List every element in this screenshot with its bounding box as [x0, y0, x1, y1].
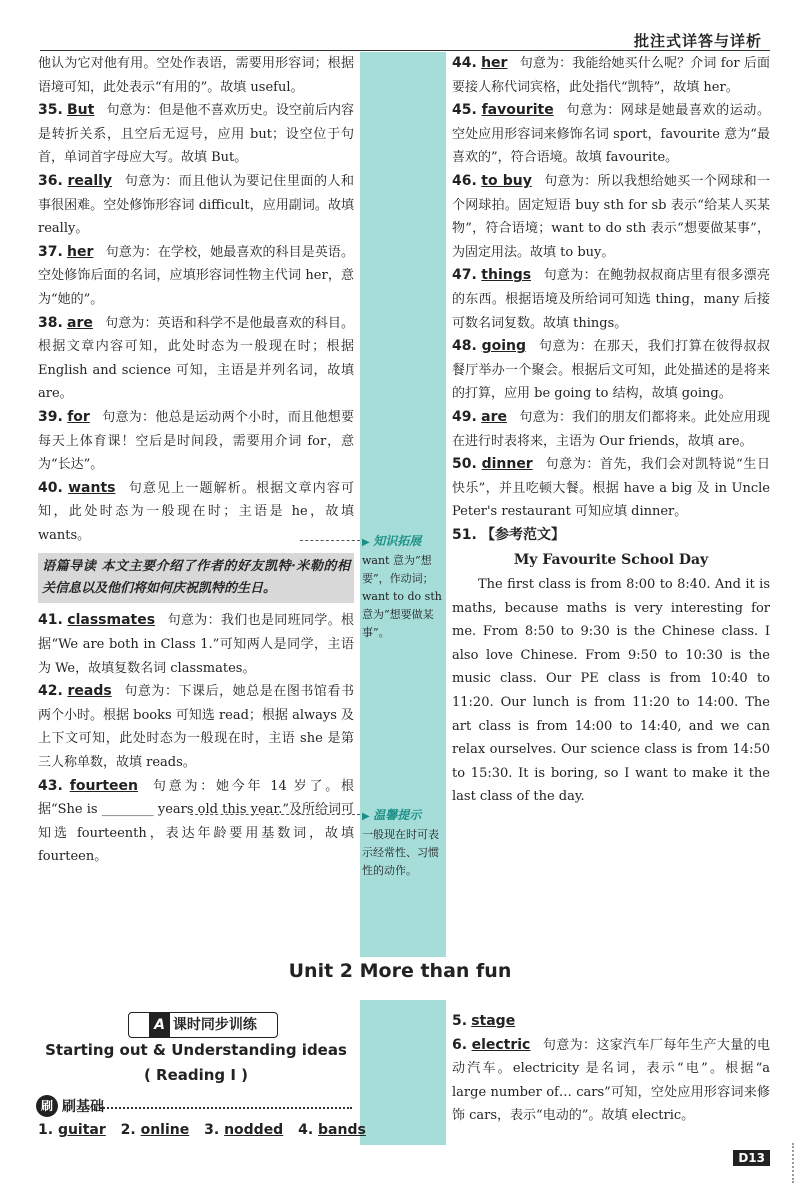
- answer-item-47: 47. things 句意为：在鲍勃叔叔商店里有很多漂亮的东西。根据语境及所给词可知选 thing，many 后接可数名词复数。故填 things。: [452, 267, 770, 331]
- answer-word: reads: [67, 683, 112, 700]
- answer-word: guitar: [57, 1122, 106, 1138]
- left-column: [38, 52, 354, 869]
- answer-word: classmates: [67, 612, 156, 629]
- answer-word: to buy: [481, 172, 532, 189]
- lesson-subtitle: ( Reading Ⅰ ): [143, 1066, 249, 1084]
- page-number: D13: [733, 1150, 770, 1166]
- answer-word: for: [67, 408, 90, 425]
- answer-word: bands: [318, 1122, 366, 1138]
- badge-letter: A: [149, 1013, 170, 1037]
- section-badge: A 课时同步训练: [128, 1012, 278, 1038]
- answer-item-42: 42. reads 句意为：下课后，她总是在图书馆看书两个小时。根据 books 可知选 read；根据 always 及上下文可知，此处时态为一般现在时，主语 she 是第三人称单数，故填 reads。: [38, 683, 354, 771]
- answer-item-39: 39. for 句意为：他总是运动两个小时，而且他想要每天上体育课！空后是时间段，需要用介词 for，意为“长达”。: [38, 408, 354, 473]
- answer-word: stage: [471, 1013, 516, 1029]
- answer-word: fourteen: [69, 777, 138, 794]
- answer-word: things: [481, 267, 532, 284]
- note-warm-tip: [362, 806, 446, 880]
- arrow-icon: ▶: [362, 811, 370, 822]
- answer-item-38: 38. are 句意为：英语和科学不是他最喜欢的科目。根据文章内容可知，此处时态为一般现在时；根据 English and science 可知，主语是并列名词，故填 are。: [38, 314, 354, 402]
- header-rule: [40, 50, 770, 51]
- answer-word: her: [67, 243, 94, 260]
- note-body: 一般现在时可表示经常性、习惯性的动作。: [362, 828, 439, 877]
- answer-word: electric: [471, 1036, 531, 1053]
- answer-word: dinner: [481, 456, 533, 473]
- answer-item-49: 49. are 句意为：我们的朋友们都将来。此处应用现在进行时表将来，主语为 Our friends，故填 are。: [452, 408, 770, 449]
- answer-word: wants: [68, 479, 116, 496]
- answer-item-6: 6. electric 句意为：这家汽车厂每年生产大量的电动汽车。electricity 是名词，表示“电”。根据“a large number of… cars”可知，空处应用形容词来修饰 cars，表示“电动的”。故填 electric。: [452, 1036, 770, 1124]
- essay-title: My Favourite School Day: [513, 552, 709, 569]
- answer-item-37: 37. her 句意为：在学校，她最喜欢的科目是英语。空处修饰后面的名词，应填形容词性物主代词 her，意为“她的”。: [38, 243, 354, 307]
- answer-item-51: 51. 【参考范文】: [452, 526, 565, 543]
- brush-icon: 刷: [36, 1095, 58, 1117]
- answer-word: online: [140, 1122, 190, 1138]
- header-title: 批注式详答与详析: [633, 32, 762, 50]
- answer-word: nodded: [224, 1122, 284, 1138]
- basic-practice-label: 刷 刷基础: [36, 1095, 104, 1117]
- note-title: 温馨提示: [373, 808, 422, 822]
- essay-body: The first class is from 8:00 to 8:40. And it is maths, because maths is very interesting for me. From 8:50 to 9:30 is the Chinese class. I also love Chinese. From 9:50 to 10:30 is the music class. Our PE class is from 10:40 to 11:20. Our lunch is from 11:20 to 14:00. The art class is from 14:00 to 14:40, and we can relax ourselves. Our science class is from 14:50 to 15:30. It is boring, so I want to make it the last class of the day.: [452, 577, 770, 805]
- answer-item-44: 44. her 句意为：我能给她买什么呢？介词 for 后面要接人称代词宾格，此处指代“凯特”，故填 her。: [452, 55, 771, 95]
- answer-word: her: [481, 55, 508, 71]
- answer-word: favourite: [481, 102, 554, 119]
- answer-word: are: [481, 408, 508, 425]
- page-edge-dots: [772, 1143, 794, 1183]
- answer-item-45: 45. favourite 句意为：网球是她最喜欢的运动。空处应用形容词来修饰名词 sport，favourite 意为“最喜欢的”，符合语境。故填 favourite。: [452, 102, 770, 166]
- answer-item-5: 5. stage: [452, 1013, 516, 1029]
- note-title: 知识拓展: [373, 534, 422, 548]
- answer-item-35: 35. But 句意为：但是他不喜欢历史。设空前后内容是转折关系，且空后无逗号，应用 but；设空位于句首，单词首字母应大写。故填 But。: [38, 102, 354, 166]
- answer-word: But: [66, 102, 95, 119]
- answer-item-43: 43. fourteen 句意为：她今年 14 岁了。根据“She is ________ years old this year.”及所给词可知选 fourteenth，表达年龄要用基数词，故填 fourteen。: [38, 777, 355, 865]
- answer-word: going: [481, 338, 527, 355]
- answer-item-46: 46. to buy 句意为：所以我想给她买一个网球和一个网球拍。固定短语 buy sth for sb 表示“给某人买某物”，符合语境；want to do sth 表示“想要做某事”，为固定用法。故填 to buy。: [452, 172, 770, 260]
- answer-item-50: 50. dinner 句意为：首先，我们会对凯特说“生日快乐”，并且吃顿大餐。根据 have a big 及 in Uncle Peter's restaurant 可知应填 dinner。: [452, 456, 770, 520]
- right-column-lower: [452, 1010, 770, 1128]
- answer-word: are: [67, 314, 93, 331]
- note-connector: [300, 540, 360, 541]
- sample-essay-label: 【参考范文】: [480, 526, 565, 543]
- answer-item-34-cont: 他认为它对他有用。空处作表语，需要用形容词；根据语境可知，此处表示“有用的”。故填 useful。: [38, 56, 354, 95]
- answers-row: 1. guitar 2. online 3. nodded 4. bands: [38, 1122, 366, 1138]
- unit-title: Unit 2 More than fun: [288, 960, 512, 982]
- note-knowledge-expand: [362, 532, 446, 642]
- right-column: [452, 52, 770, 809]
- reading-guide: 语篇导读 本文主要介绍了作者的好友凯特·米勒的相关信息以及他们将如何庆祝凯特的生日。: [38, 553, 354, 603]
- dotted-divider: [100, 1107, 352, 1109]
- answer-item-36: 36. really 句意为：而且他认为要记住里面的人和事很困难。空处修饰形容词 difficult，应用副词。故填 really。: [38, 172, 354, 237]
- answer-item-48: 48. going 句意为：在那天，我们打算在彼得叔叔餐厅举办一个聚会。根据后文可知，此处描述的是将来的打算，应用 be going to 结构，故填 going。: [452, 338, 770, 402]
- lesson-title: Starting out & Understanding ideas: [45, 1041, 347, 1059]
- answer-item-41: 41. classmates 句意为：我们也是同班同学。根据“We are both in Class 1.”可知两人是同学，主语为 We，故填复数名词 classmates。: [38, 612, 354, 676]
- answer-word: really: [67, 172, 113, 189]
- arrow-icon: ▶: [362, 537, 370, 548]
- note-body: want 意为“想要”，作动词；want to do sth 意为“想要做某事”。: [362, 554, 442, 639]
- note-connector: [190, 814, 360, 815]
- answer-item-40: 40. wants 句意见上一题解析。根据文章内容可知，此处时态为一般现在时；主语是 he，故填 wants。: [38, 479, 354, 543]
